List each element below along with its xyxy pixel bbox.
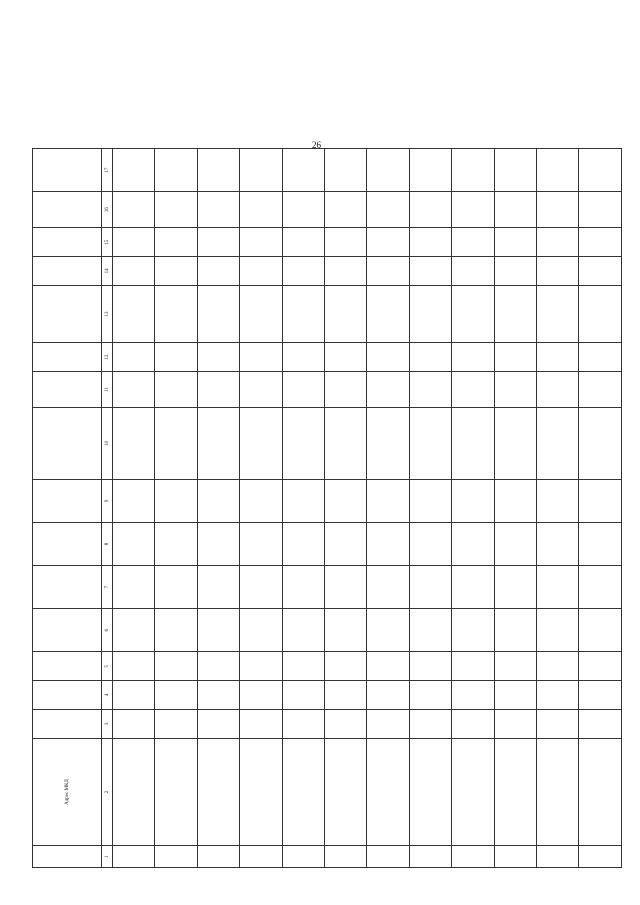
table-cell <box>155 192 197 228</box>
table-cell <box>113 609 155 652</box>
table-cell <box>452 192 494 228</box>
column-header <box>33 371 102 407</box>
table-cell <box>537 407 579 479</box>
table-cell <box>452 609 494 652</box>
table-cell <box>537 609 579 652</box>
table-cell <box>494 738 536 846</box>
register-table <box>32 148 622 868</box>
table-cell <box>579 149 622 192</box>
table-cell <box>409 681 451 710</box>
column-header <box>33 149 102 192</box>
table-cell <box>537 479 579 522</box>
table-cell <box>409 228 451 257</box>
table-cell <box>494 407 536 479</box>
table-cell <box>325 479 367 522</box>
table-cell <box>579 846 622 868</box>
table-cell <box>197 566 239 609</box>
table-cell <box>282 522 324 565</box>
table-cell <box>409 371 451 407</box>
table-cell <box>579 738 622 846</box>
table-cell <box>494 681 536 710</box>
table-cell <box>282 371 324 407</box>
table-cell <box>113 652 155 681</box>
table-cell <box>494 709 536 738</box>
table-cell <box>197 609 239 652</box>
table-row <box>409 149 451 868</box>
table-cell <box>409 285 451 343</box>
table-row <box>452 149 494 868</box>
table-cell <box>325 681 367 710</box>
table-cell <box>409 479 451 522</box>
table-cell <box>197 343 239 372</box>
table-cell <box>325 846 367 868</box>
table-cell <box>409 256 451 285</box>
table-cell <box>409 343 451 372</box>
table-cell <box>282 609 324 652</box>
table-row <box>197 149 239 868</box>
table-cell <box>367 343 409 372</box>
table-cell <box>409 566 451 609</box>
table-cell <box>367 149 409 192</box>
table-cell <box>409 652 451 681</box>
table-cell <box>452 343 494 372</box>
table-cell <box>282 192 324 228</box>
table-cell <box>325 522 367 565</box>
table-cell <box>155 738 197 846</box>
table-cell <box>113 479 155 522</box>
table-cell <box>282 256 324 285</box>
table-cell <box>452 652 494 681</box>
column-index: 9 <box>102 479 113 522</box>
table-cell <box>240 149 282 192</box>
table-cell <box>537 256 579 285</box>
table-cell <box>537 192 579 228</box>
table-cell <box>240 407 282 479</box>
table-row <box>325 149 367 868</box>
table-cell <box>113 228 155 257</box>
table-cell <box>113 522 155 565</box>
table-cell <box>367 681 409 710</box>
table-cell <box>113 192 155 228</box>
table-cell <box>452 522 494 565</box>
column-header <box>33 343 102 372</box>
table-cell <box>367 479 409 522</box>
table-cell <box>240 285 282 343</box>
column-index: 4 <box>102 681 113 710</box>
column-index: 15 <box>102 228 113 257</box>
table-cell <box>579 522 622 565</box>
table-cell <box>537 652 579 681</box>
table-cell <box>452 407 494 479</box>
table-cell <box>155 522 197 565</box>
table-cell <box>155 343 197 372</box>
column-header <box>33 652 102 681</box>
table-cell <box>579 479 622 522</box>
table-cell <box>155 479 197 522</box>
column-header <box>33 522 102 565</box>
table-cell <box>409 407 451 479</box>
table-cell <box>197 371 239 407</box>
table-cell <box>494 256 536 285</box>
table-cell <box>579 285 622 343</box>
table-cell <box>113 149 155 192</box>
table-cell <box>452 228 494 257</box>
table-cell <box>452 738 494 846</box>
table-cell <box>494 343 536 372</box>
table-cell <box>409 192 451 228</box>
table-cell <box>452 566 494 609</box>
table-cell <box>240 479 282 522</box>
table-cell <box>367 256 409 285</box>
table-cell <box>579 343 622 372</box>
table-cell <box>367 738 409 846</box>
table-cell <box>197 228 239 257</box>
table-cell <box>155 228 197 257</box>
table-cell <box>579 228 622 257</box>
table-cell <box>537 149 579 192</box>
table-cell <box>240 343 282 372</box>
table-cell <box>579 709 622 738</box>
column-index: 6 <box>102 609 113 652</box>
column-index: 12 <box>102 343 113 372</box>
column-index: 3 <box>102 709 113 738</box>
table-cell <box>113 566 155 609</box>
table-row <box>282 149 324 868</box>
table-cell <box>113 256 155 285</box>
table-cell <box>325 609 367 652</box>
table-cell <box>197 681 239 710</box>
table-cell <box>155 149 197 192</box>
table-cell <box>579 371 622 407</box>
table-cell <box>452 256 494 285</box>
table-cell <box>155 566 197 609</box>
table-cell <box>367 371 409 407</box>
table-cell <box>155 681 197 710</box>
column-index: 7 <box>102 566 113 609</box>
table-cell <box>537 846 579 868</box>
column-index: 8 <box>102 522 113 565</box>
table-cell <box>197 709 239 738</box>
table-cell <box>494 228 536 257</box>
table-cell <box>367 407 409 479</box>
table-cell <box>113 846 155 868</box>
table-row <box>494 149 536 868</box>
table-cell <box>282 738 324 846</box>
table-cell <box>240 256 282 285</box>
table-cell <box>537 285 579 343</box>
table-cell <box>494 846 536 868</box>
table-cell <box>367 285 409 343</box>
table-cell <box>197 407 239 479</box>
table-cell <box>325 652 367 681</box>
table-cell <box>113 285 155 343</box>
table-cell <box>367 709 409 738</box>
table-cell <box>155 846 197 868</box>
table-cell <box>494 566 536 609</box>
table-cell <box>240 522 282 565</box>
table-cell <box>325 566 367 609</box>
column-index: 14 <box>102 256 113 285</box>
table-cell <box>197 738 239 846</box>
table-cell <box>240 652 282 681</box>
table-cell <box>579 407 622 479</box>
table-cell <box>367 192 409 228</box>
table-cell <box>155 371 197 407</box>
table-row <box>240 149 282 868</box>
table-cell <box>240 566 282 609</box>
table-cell <box>325 256 367 285</box>
table-cell <box>579 652 622 681</box>
table-cell <box>452 681 494 710</box>
column-index: 11 <box>102 371 113 407</box>
table-cell <box>282 407 324 479</box>
column-index: 13 <box>102 285 113 343</box>
table-cell <box>113 681 155 710</box>
column-header <box>33 846 102 868</box>
table-cell <box>494 192 536 228</box>
table-cell <box>494 479 536 522</box>
table-cell <box>197 149 239 192</box>
table-cell <box>537 228 579 257</box>
table-cell <box>240 846 282 868</box>
table-cell <box>113 738 155 846</box>
table-header <box>33 149 113 868</box>
table-cell <box>579 192 622 228</box>
column-index: 5 <box>102 652 113 681</box>
table-cell <box>537 371 579 407</box>
table-cell <box>282 149 324 192</box>
table-cell <box>537 738 579 846</box>
table-cell <box>494 371 536 407</box>
table-cell <box>197 192 239 228</box>
table-cell <box>155 609 197 652</box>
table-cell <box>494 652 536 681</box>
column-header <box>33 407 102 479</box>
table-cell <box>325 228 367 257</box>
column-header <box>33 228 102 257</box>
table-cell <box>325 738 367 846</box>
table-cell <box>155 709 197 738</box>
table-cell <box>579 256 622 285</box>
table-cell <box>367 846 409 868</box>
table-cell <box>282 285 324 343</box>
table-cell <box>197 846 239 868</box>
table-row <box>155 149 197 868</box>
table-cell <box>452 479 494 522</box>
table-cell <box>537 681 579 710</box>
table-row <box>367 149 409 868</box>
table-row <box>579 149 622 868</box>
table-cell <box>367 566 409 609</box>
column-header <box>33 709 102 738</box>
column-header <box>33 681 102 710</box>
table-cell <box>367 652 409 681</box>
column-index: 10 <box>102 407 113 479</box>
table-cell <box>325 149 367 192</box>
column-index-row <box>102 149 113 868</box>
table-cell <box>282 228 324 257</box>
table-cell <box>452 285 494 343</box>
table-cell <box>240 192 282 228</box>
table-cell <box>537 343 579 372</box>
table-cell <box>282 846 324 868</box>
table-cell <box>282 681 324 710</box>
table-cell <box>155 652 197 681</box>
table-cell <box>409 846 451 868</box>
table-cell <box>240 681 282 710</box>
table-cell <box>537 522 579 565</box>
column-index: 17 <box>102 149 113 192</box>
table-cell <box>197 652 239 681</box>
table-cell <box>325 407 367 479</box>
table-cell <box>282 566 324 609</box>
table-cell <box>325 709 367 738</box>
table-cell <box>494 149 536 192</box>
column-header <box>33 192 102 228</box>
page-number: 26 <box>312 140 321 150</box>
table-cell <box>409 522 451 565</box>
table-cell <box>155 256 197 285</box>
table-cell <box>113 407 155 479</box>
column-header: Адрес МКД <box>33 738 102 846</box>
table-cell <box>325 285 367 343</box>
table-cell <box>197 256 239 285</box>
table-cell <box>367 522 409 565</box>
table-row <box>113 149 155 868</box>
table-cell <box>325 192 367 228</box>
table-cell <box>452 149 494 192</box>
table-cell <box>325 343 367 372</box>
table-cell <box>155 407 197 479</box>
table-cell <box>409 609 451 652</box>
table-cell <box>282 479 324 522</box>
table-cell <box>197 285 239 343</box>
column-header <box>33 566 102 609</box>
column-index: 16 <box>102 192 113 228</box>
table-cell <box>579 681 622 710</box>
table-cell <box>409 709 451 738</box>
table-cell <box>367 228 409 257</box>
column-header <box>33 256 102 285</box>
table-cell <box>240 738 282 846</box>
table-cell <box>240 228 282 257</box>
column-header <box>33 609 102 652</box>
table-cell <box>113 371 155 407</box>
table-cell <box>579 609 622 652</box>
table-cell <box>579 566 622 609</box>
table-cell <box>240 609 282 652</box>
table-cell <box>325 371 367 407</box>
table-cell <box>113 709 155 738</box>
table-cell <box>197 522 239 565</box>
table-cell <box>494 285 536 343</box>
table-cell <box>282 652 324 681</box>
table-cell <box>113 343 155 372</box>
table-cell <box>494 609 536 652</box>
table-cell <box>452 371 494 407</box>
table-cell <box>494 522 536 565</box>
table-cell <box>409 738 451 846</box>
table-cell <box>537 566 579 609</box>
table-cell <box>240 371 282 407</box>
column-header <box>33 285 102 343</box>
table-cell <box>282 343 324 372</box>
table-cell <box>155 285 197 343</box>
table-cell <box>367 609 409 652</box>
table-cell <box>452 709 494 738</box>
table-cell <box>282 709 324 738</box>
table-row <box>537 149 579 868</box>
column-index: 2 <box>102 738 113 846</box>
table-cell <box>197 479 239 522</box>
table-cell <box>240 709 282 738</box>
table-cell <box>409 149 451 192</box>
column-index: 1 <box>102 846 113 868</box>
table-cell <box>452 846 494 868</box>
table-cell <box>537 709 579 738</box>
column-header <box>33 479 102 522</box>
